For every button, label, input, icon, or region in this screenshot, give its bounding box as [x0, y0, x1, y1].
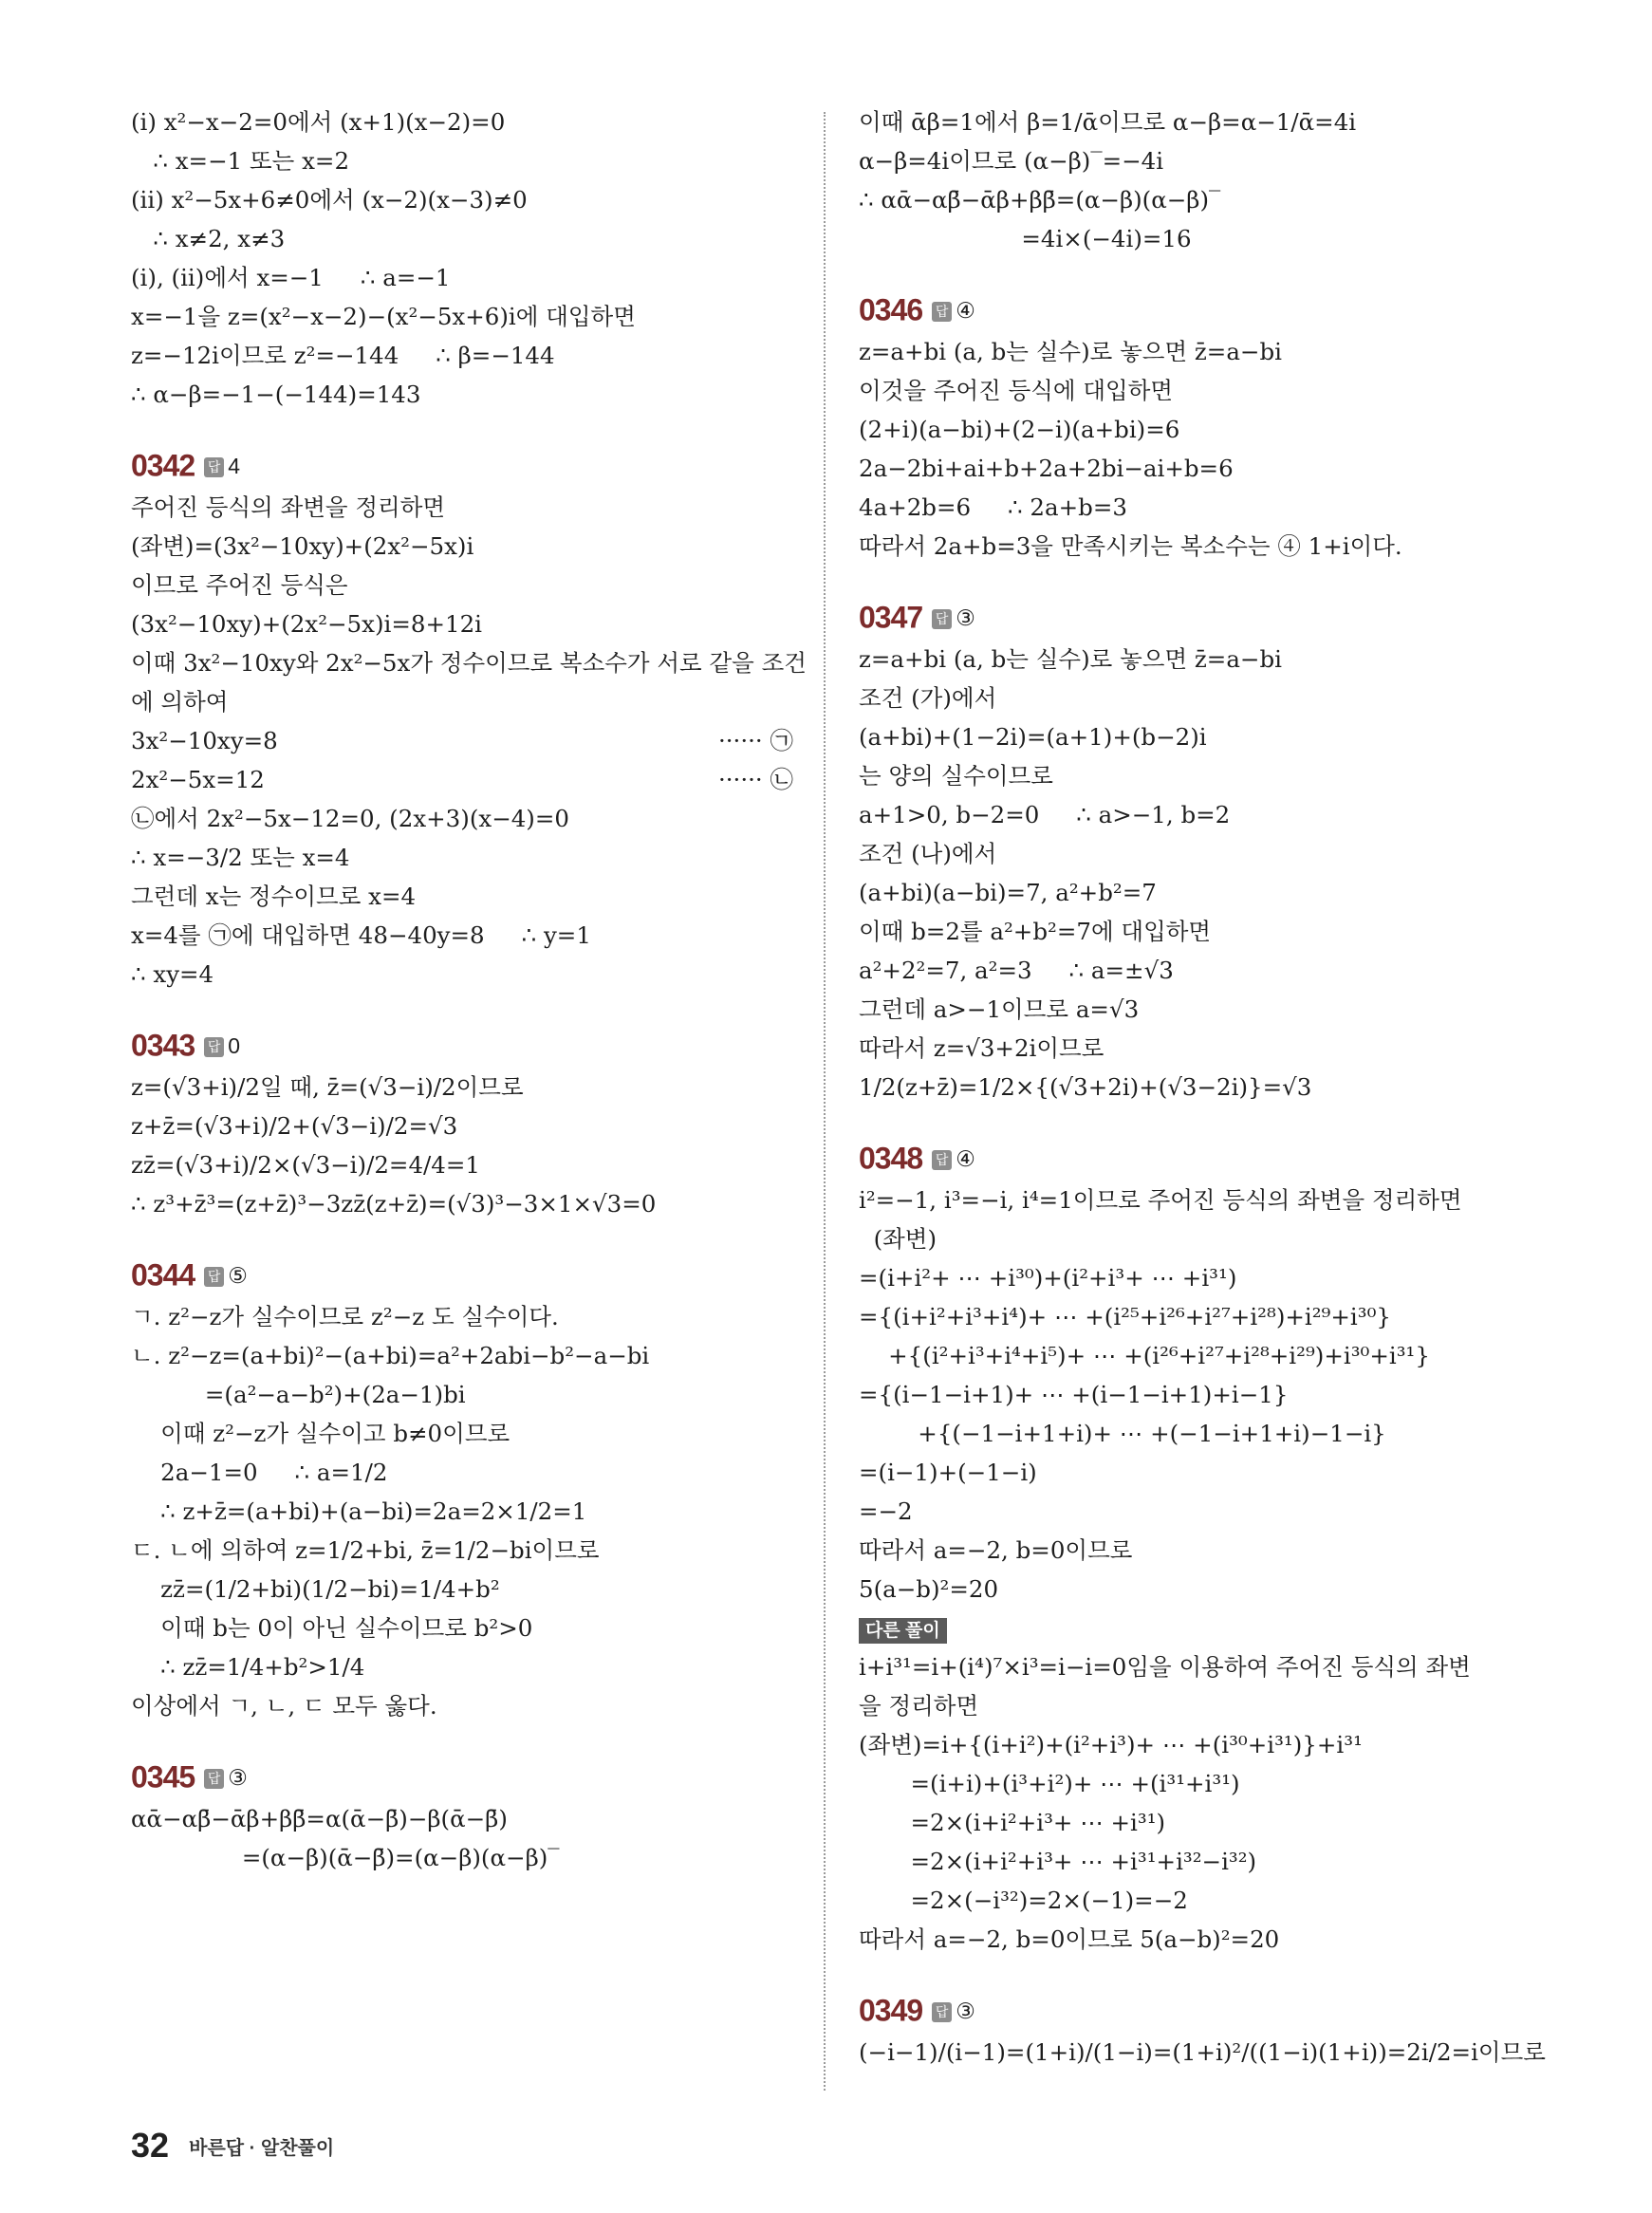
solution-line — [131, 1068, 795, 1106]
section-gap — [131, 994, 795, 1022]
solution-line — [859, 834, 1523, 873]
line-text: ㉡에서 2x²−5x−12=0, (2x+3)(x−4)=0 — [131, 805, 569, 832]
solution-line — [859, 102, 1523, 141]
solution-line — [859, 1181, 1523, 1219]
line-text: ∴ α−β=−1−(−144)=143 — [131, 381, 421, 408]
line-text: =2×(i+i²+i³+ ⋯ +i³¹+i³²−i³²) — [859, 1848, 1257, 1875]
solution-line — [859, 1803, 1523, 1842]
line-text: (−i−1)/(i−1)=(1+i)/(1−i)=(1+i)²/((1−i)(1+i))=2i/2=i이므로 — [859, 2038, 1546, 2066]
solution-line — [131, 102, 795, 141]
line-text: ={(i−1−i+1)+ ⋯ +(i−1−i+1)+i−1} — [859, 1381, 1289, 1408]
solution-line — [131, 799, 795, 838]
line-text: +{(−1−i+1+i)+ ⋯ +(−1−i+1+i)−1−i} — [859, 1420, 1386, 1447]
solution-line — [859, 332, 1523, 371]
answer-badge-icon: 답 — [932, 302, 952, 322]
solution-line — [131, 375, 795, 414]
line-text: =4i×(−4i)=16 — [859, 225, 1192, 252]
solution-line — [859, 1881, 1523, 1920]
answer-value: ③ — [228, 1764, 248, 1790]
line-text: 따라서 2a+b=3을 만족시키는 복소수는 ④ 1+i이다. — [859, 532, 1402, 560]
answer-value: ③ — [956, 604, 975, 630]
solution-line — [131, 1145, 795, 1184]
answer-label — [932, 605, 975, 630]
solution-line — [859, 1725, 1523, 1764]
answer-label — [204, 454, 240, 478]
problem-number: 0345 — [131, 1759, 195, 1795]
line-text: ∴ x=−3/2 또는 x=4 — [131, 844, 350, 871]
solution-line — [131, 1492, 795, 1531]
solution-line — [859, 1686, 1523, 1725]
line-text: αᾱ−αβ̄−ᾱβ+ββ̄=α(ᾱ−β̄)−β(ᾱ−β̄) — [131, 1805, 508, 1832]
line-text: (i) x²−x−2=0에서 (x+1)(x−2)=0 — [131, 108, 506, 136]
line-text: α−β=4i이므로 (α−β)‾=−4i — [859, 147, 1164, 175]
solution-line — [131, 721, 795, 760]
line-text: 조건 (가)에서 — [859, 684, 997, 712]
line-text: z=a+bi (a, b는 실수)로 놓으면 z̄=a−bi — [859, 338, 1282, 365]
line-text: ∴ x=−1 또는 x=2 — [131, 147, 350, 175]
solution-line — [859, 488, 1523, 527]
solution-line — [859, 1453, 1523, 1492]
solution-line — [131, 1838, 795, 1877]
solution-line — [131, 141, 795, 180]
line-text: 주어진 등식의 좌변을 정리하면 — [131, 493, 446, 521]
solution-line — [131, 1336, 795, 1375]
solution-line — [859, 527, 1523, 566]
section-gap — [859, 1106, 1523, 1135]
problem-header — [131, 1252, 795, 1297]
solution-line — [859, 756, 1523, 795]
line-text: 1/2(z+z̄)=1/2×{(√3+2i)+(√3−2i)}=√3 — [859, 1073, 1312, 1101]
line-text: 그런데 a>−1이므로 a=√3 — [859, 995, 1140, 1023]
line-text: ∴ z+z̄=(a+bi)+(a−bi)=2a=2×1/2=1 — [131, 1497, 587, 1525]
line-text: 이때 b는 0이 아닌 실수이므로 b²>0 — [131, 1614, 533, 1642]
line-text: ∴ αᾱ−αβ̄−ᾱβ+ββ̄=(α−β)(α−β)‾ — [859, 186, 1221, 214]
solution-line — [131, 1375, 795, 1414]
line-text: =−2 — [859, 1497, 913, 1525]
line-text: (2+i)(a−bi)+(2−i)(a+bi)=6 — [859, 416, 1180, 443]
answer-value: 0 — [228, 1032, 240, 1058]
solution-line — [131, 1297, 795, 1336]
line-text: 을 정리하면 — [859, 1692, 979, 1720]
section-gap — [131, 1223, 795, 1252]
solution-line — [131, 1184, 795, 1223]
line-text: i+i³¹=i+(i⁴)⁷×i³=i−i=0임을 이용하여 주어진 등식의 좌변 — [859, 1653, 1471, 1681]
solution-line — [131, 1647, 795, 1686]
problem-header — [859, 594, 1523, 640]
line-text: (i), (ii)에서 x=−1 ∴ a=−1 — [131, 264, 451, 291]
solution-line — [131, 955, 795, 994]
solution-line — [131, 1106, 795, 1145]
solution-line — [859, 1764, 1523, 1803]
line-text: (a+bi)(a−bi)=7, a²+b²=7 — [859, 879, 1157, 906]
line-text: =2×(i+i²+i³+ ⋯ +i³¹) — [859, 1809, 1166, 1836]
line-text: 따라서 z=√3+2i이므로 — [859, 1034, 1104, 1062]
right-column — [859, 102, 1546, 2072]
line-text: 그런데 x는 정수이므로 x=4 — [131, 883, 417, 910]
page-footer — [131, 2126, 334, 2166]
line-text: (3x²−10xy)+(2x²−5x)i=8+12i — [131, 610, 483, 638]
solution-line — [131, 1799, 795, 1838]
solution-line — [131, 258, 795, 297]
problem-number: 0349 — [859, 1993, 923, 2028]
line-text: (좌변)=(3x²−10xy)+(2x²−5x)i — [131, 532, 474, 560]
solution-line — [859, 1297, 1523, 1336]
equation-marker: ······ ㉠ — [717, 727, 793, 754]
line-text: z=a+bi (a, b는 실수)로 놓으면 z̄=a−bi — [859, 645, 1282, 673]
solution-line — [859, 219, 1523, 258]
answer-value: 4 — [228, 453, 240, 478]
solution-line — [859, 1531, 1523, 1570]
solution-line — [859, 990, 1523, 1029]
solution-line — [859, 371, 1523, 410]
answer-label — [932, 1146, 975, 1171]
answer-value: ⑤ — [228, 1262, 248, 1288]
solution-line — [859, 1414, 1523, 1453]
solution-line — [859, 1258, 1523, 1297]
answer-label — [204, 1765, 248, 1790]
line-text: 5(a−b)²=20 — [859, 1575, 999, 1603]
section-gap — [859, 566, 1523, 594]
problem-header — [859, 1135, 1523, 1181]
solution-line — [859, 1375, 1523, 1414]
solution-line — [131, 1686, 795, 1725]
problem-header — [131, 442, 795, 488]
section-gap — [131, 1725, 795, 1754]
line-text: 이므로 주어진 등식은 — [131, 571, 348, 599]
solution-line — [859, 141, 1523, 180]
line-text: =(a²−a−b²)+(2a−1)bi — [131, 1381, 466, 1408]
solution-line — [859, 1920, 1523, 1959]
line-text: =(α−β)(ᾱ−β̄)=(α−β)(α−β)‾ — [131, 1844, 560, 1871]
line-text: 2x²−5x=12 — [131, 766, 265, 793]
solution-line — [859, 1492, 1523, 1531]
line-text: 2a−1=0 ∴ a=1/2 — [131, 1459, 388, 1486]
line-text: (좌변) — [859, 1225, 937, 1253]
line-text: ∴ z³+z̄³=(z+z̄)³−3zz̄(z+z̄)=(√3)³−3×1×√3=0 — [131, 1190, 657, 1218]
line-text: ∴ x≠2, x≠3 — [131, 225, 286, 252]
solution-line — [131, 1609, 795, 1647]
solution-line — [859, 2033, 1546, 2072]
line-text: 조건 (나)에서 — [859, 840, 997, 867]
solution-line — [859, 449, 1523, 488]
solution-line — [859, 873, 1523, 912]
solution-line — [859, 1336, 1523, 1375]
answer-label — [932, 1999, 975, 2023]
left-column — [131, 102, 807, 1877]
line-text: (ii) x²−5x+6≠0에서 (x−2)(x−3)≠0 — [131, 186, 528, 214]
answer-value: ④ — [956, 297, 975, 323]
answer-badge-icon: 답 — [204, 1267, 224, 1287]
alt-solution-row — [859, 1609, 1523, 1647]
solution-line — [131, 180, 795, 219]
line-text: 이것을 주어진 등식에 대입하면 — [859, 377, 1174, 404]
line-text: 따라서 a=−2, b=0이므로 5(a−b)²=20 — [859, 1925, 1280, 1953]
line-text: ㄱ. z²−z가 실수이므로 z²−z 도 실수이다. — [131, 1303, 559, 1330]
line-text: 2a−2bi+ai+b+2a+2bi−ai+b=6 — [859, 455, 1234, 482]
line-text: ∴ zz̄=1/4+b²>1/4 — [131, 1653, 365, 1681]
line-text: z=(√3+i)/2일 때, z̄=(√3−i)/2이므로 — [131, 1073, 524, 1101]
solution-line — [859, 1570, 1523, 1609]
solution-line — [131, 682, 795, 721]
problem-number: 0342 — [131, 448, 195, 483]
solution-line — [131, 643, 807, 682]
problem-header — [131, 1754, 795, 1799]
line-text: (a+bi)+(1−2i)=(a+1)+(b−2)i — [859, 723, 1207, 751]
solution-line — [131, 604, 795, 643]
solution-line — [131, 760, 795, 799]
line-text: zz̄=(√3+i)/2×(√3−i)/2=4/4=1 — [131, 1151, 480, 1179]
line-text: 이때 b=2를 a²+b²=7에 대입하면 — [859, 918, 1212, 945]
page-number: 32 — [131, 2126, 170, 2165]
answer-badge-icon: 답 — [932, 609, 952, 629]
answer-badge-icon: 답 — [204, 1037, 224, 1057]
answer-label — [204, 1263, 248, 1288]
solution-line — [131, 877, 795, 916]
solution-line — [131, 336, 795, 375]
line-text: 는 양의 실수이므로 — [859, 762, 1053, 790]
section-gap — [859, 258, 1523, 287]
line-text: (좌변)=i+{(i+i²)+(i²+i³)+ ⋯ +(i³⁰+i³¹)}+i³¹ — [859, 1731, 1363, 1758]
solution-line — [131, 566, 795, 604]
problem-header — [859, 1987, 1523, 2033]
solution-line — [859, 1842, 1523, 1881]
line-text: 이때 z²−z가 실수이고 b≠0이므로 — [131, 1420, 510, 1447]
problem-number: 0346 — [859, 292, 923, 327]
line-text: x=4를 ㉠에 대입하면 48−40y=8 ∴ y=1 — [131, 921, 591, 949]
solution-line — [131, 838, 795, 877]
line-text: 4a+2b=6 ∴ 2a+b=3 — [859, 493, 1127, 521]
answer-badge-icon: 답 — [204, 457, 224, 477]
problem-number: 0344 — [131, 1257, 195, 1292]
column-divider — [824, 112, 826, 2091]
answer-badge-icon: 답 — [932, 2002, 952, 2022]
solution-line — [131, 488, 795, 527]
answer-value: ④ — [956, 1145, 975, 1171]
line-text: 에 의하여 — [131, 688, 229, 716]
line-text: a²+2²=7, a²=3 ∴ a=±√3 — [859, 957, 1174, 984]
solution-line — [131, 1531, 795, 1570]
line-text: x=−1을 z=(x²−x−2)−(x²−5x+6)i에 대입하면 — [131, 303, 636, 330]
answer-value: ③ — [956, 1998, 975, 2023]
equation-marker: ······ ㉡ — [717, 766, 793, 793]
problem-header — [859, 287, 1523, 332]
line-text: =(i+i²+ ⋯ +i³⁰)+(i²+i³+ ⋯ +i³¹) — [859, 1264, 1237, 1292]
solution-line — [859, 180, 1523, 219]
problem-number: 0343 — [131, 1028, 195, 1063]
answer-badge-icon: 답 — [204, 1769, 224, 1789]
line-text: =(i+i)+(i³+i²)+ ⋯ +(i³¹+i³¹) — [859, 1770, 1240, 1797]
line-text: 이때 3x²−10xy와 2x²−5x가 정수이므로 복소수가 서로 같을 조건 — [131, 649, 807, 677]
line-text: 이때 ᾱβ=1에서 β=1/ᾱ이므로 α−β=α−1/ᾱ=4i — [859, 108, 1357, 136]
section-gap — [859, 1959, 1523, 1987]
solution-line — [859, 1647, 1523, 1686]
line-text: +{(i²+i³+i⁴+i⁵)+ ⋯ +(i²⁶+i²⁷+i²⁸+i²⁹)+i³⁰+i³¹} — [859, 1342, 1430, 1369]
line-text: i²=−1, i³=−i, i⁴=1이므로 주어진 등식의 좌변을 정리하면 — [859, 1186, 1462, 1214]
line-text: ={(i+i²+i³+i⁴)+ ⋯ +(i²⁵+i²⁶+i²⁷+i²⁸)+i²⁹+i³⁰} — [859, 1303, 1391, 1330]
line-text: zz̄=(1/2+bi)(1/2−bi)=1/4+b² — [131, 1575, 500, 1603]
solution-line — [131, 219, 795, 258]
section-gap — [131, 414, 795, 442]
solution-line — [859, 679, 1523, 717]
solution-line — [131, 1414, 795, 1453]
line-text: z=−12i이므로 z²=−144 ∴ β=−144 — [131, 342, 555, 369]
problem-number: 0348 — [859, 1141, 923, 1176]
alt-solution-tag: 다른 풀이 — [859, 1618, 947, 1644]
line-text: 따라서 a=−2, b=0이므로 — [859, 1536, 1133, 1564]
line-text: z+z̄=(√3+i)/2+(√3−i)/2=√3 — [131, 1112, 458, 1140]
line-text: =2×(−i³²)=2×(−1)=−2 — [859, 1887, 1188, 1914]
solution-line — [859, 912, 1523, 951]
solution-line — [859, 1068, 1523, 1106]
line-text: ㄴ. z²−z=(a+bi)²−(a+bi)=a²+2abi−b²−a−bi — [131, 1342, 650, 1369]
solution-line — [131, 527, 795, 566]
line-text: 이상에서 ㄱ, ㄴ, ㄷ 모두 옳다. — [131, 1692, 437, 1720]
problem-header — [131, 1022, 795, 1068]
solution-line — [859, 1219, 1523, 1258]
solution-line — [859, 640, 1523, 679]
answer-label — [932, 298, 975, 323]
solution-line — [859, 410, 1523, 449]
answer-label — [204, 1033, 240, 1058]
solution-line — [131, 916, 795, 955]
problem-number: 0347 — [859, 600, 923, 635]
line-text: =(i−1)+(−1−i) — [859, 1459, 1037, 1486]
line-text: ㄷ. ㄴ에 의하여 z=1/2+bi, z̄=1/2−bi이므로 — [131, 1536, 600, 1564]
solution-line — [859, 795, 1523, 834]
answer-badge-icon: 답 — [932, 1150, 952, 1170]
solution-line — [859, 951, 1523, 990]
book-title: 바른답 · 알찬풀이 — [189, 2137, 335, 2159]
line-text: ∴ xy=4 — [131, 960, 214, 988]
solution-line — [859, 717, 1523, 756]
solution-line — [131, 1570, 795, 1609]
line-text: a+1>0, b−2=0 ∴ a>−1, b=2 — [859, 801, 1231, 828]
solution-line — [859, 1029, 1523, 1068]
solution-line — [131, 297, 795, 336]
line-text: 3x²−10xy=8 — [131, 727, 278, 754]
solution-line — [131, 1453, 795, 1492]
